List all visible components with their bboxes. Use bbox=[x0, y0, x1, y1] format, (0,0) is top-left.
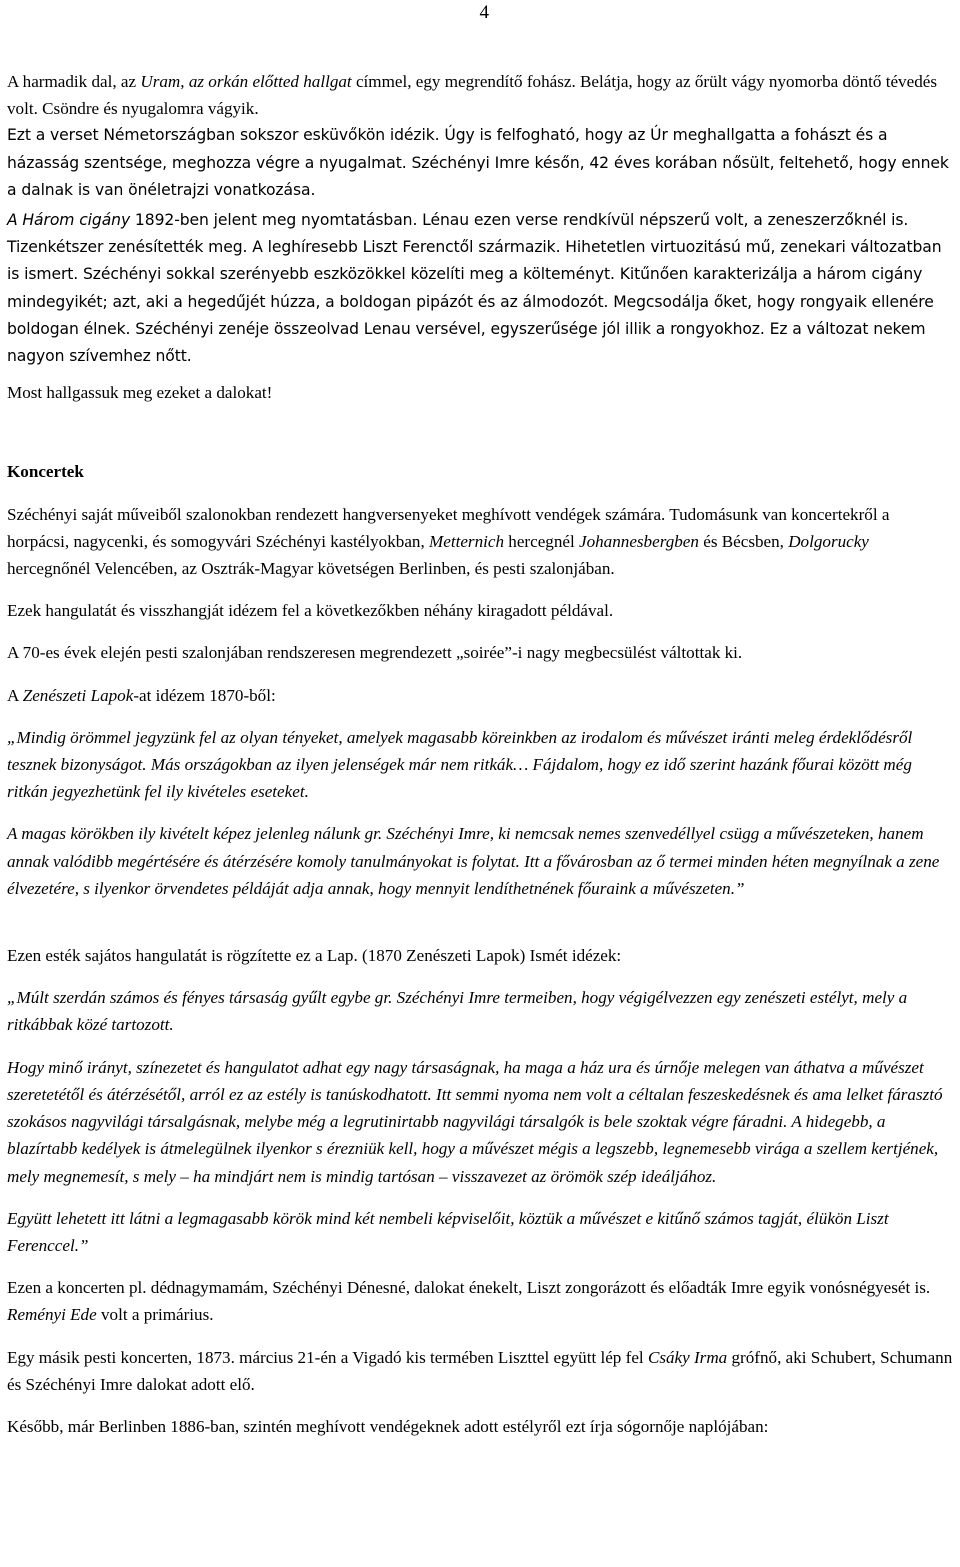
text: A harmadik dal, az bbox=[7, 72, 141, 91]
text: -at idézem 1870-ből: bbox=[133, 685, 276, 705]
name-dolgorucky: Dolgorucky bbox=[788, 531, 869, 551]
text: címmel, egy megrendítő fohász. Belátja, hogy az őrült vágy nyomorba döntő tévedés volt. Csöndre és nyugalomra vágyik. bbox=[7, 72, 937, 119]
text: 1892-ben jelent meg nyomtatásban. Lénau ezen verse rendkívül népszerű volt, a zeneszerzőknél is. Tizenkétszer zenésítették meg. A leghíresebb Liszt Ferenctől származik. Hihetetlen virtuozitású mű, zenekari változatban is ismert. Széchényi sokkal szerényebb eszközökkel közelíti meg a költeményt. Kitűnően karakterizálja a három cigány mindegyikét; azt, aki a hegedűjét húzza, a boldogan pipázót és az álmodozót. Megcsodálja őket, hogy rongyaik ellenére boldogan élnek. Széchényi zenéje összeolvad Lenau versével, egyszerűsége jól illik a rongyokhoz. Ez a változat nekem nagyon szívemhez nőtt. bbox=[7, 211, 942, 366]
journal-title: Zenészeti Lapok bbox=[22, 685, 134, 705]
paragraph-zeneszeti-lapok bbox=[7, 682, 955, 709]
paragraph-concerts bbox=[7, 501, 955, 583]
place-johannesberg: Johannesbergben bbox=[579, 531, 699, 551]
quote-paragraph: Együtt lehetett itt látni a legmagasabb körök mind két nembeli képviselőit, köztük a művészet e kitűnő számos tagját, élükön Liszt Ferenccel.” bbox=[7, 1208, 889, 1255]
text: grófnő, aki Schubert, Schumann és Széchényi Imre dalokat adott elő. bbox=[7, 1347, 953, 1394]
name-remenyi: Reményi Ede bbox=[7, 1305, 97, 1325]
paragraph-examples: Ezek hangulatát és visszhangját idézem fel a következőkben néhány kiragadott példával. bbox=[7, 601, 614, 621]
paragraph-third-song bbox=[7, 68, 955, 122]
text: és Bécsben, bbox=[698, 531, 789, 551]
text: Széchényi saját műveiből szalonokban rendezett hangversenyeket meghívott vendégek számára. Tudomásunk van koncertekről a horpácsi, nagycenki, és somogyvári Széchényi kastélyokban, bbox=[7, 504, 890, 551]
quote-block-1 bbox=[7, 724, 955, 902]
paragraph-wedding: Ezt a verset Németországban sokszor esküvőkön idézik. Úgy is felfogható, hogy az Úr meghallgatta a fohászt és a házasság szentsége, meghozza végre a nyugalmat. Széchényi Imre későn, 42 éves korában nősült, feltehető, hogy ennek a dalnak is van önéletrajzi vonatkozása. bbox=[7, 126, 949, 199]
document-body bbox=[7, 68, 955, 1455]
song-title: Uram, az orkán előtted hallgat bbox=[140, 72, 352, 91]
work-title: A Három cigány bbox=[7, 211, 131, 230]
text: volt a primárius. bbox=[96, 1305, 214, 1325]
text: hercegnőnél Velencében, az Osztrák-Magyar követségen Berlinben, és pesti szalonjában. bbox=[7, 559, 615, 579]
paragraph-three-gypsies bbox=[7, 207, 955, 370]
text: A bbox=[7, 685, 23, 705]
page-number: 4 bbox=[479, 2, 489, 23]
quote-paragraph: „Mindig örömmel jegyzünk fel az olyan tényeket, amelyek magasabb köreinkben az irodalom és művészet iránti meleg érdeklődésről tesznek bizonyságot. Más országokban az ilyen jelenségek már nem ritkák… Fájdalom, hogy ez idő szerint hazánk főurai között még ritkán jegyezhetünk fel ily kivételes eseteket. bbox=[7, 727, 913, 802]
quote-paragraph: Hogy minő irányt, színezetet és hangulatot adhat egy nagy társaságnak, ha maga a ház ura és úrnője melegen van áthatva a művészet szeretetétől és átérzésétől, arról ez az estély is tanúskodhatott. Itt semmi nyoma nem volt a céltalan feszeskedésnek és ama lelket fárasztó szokásos nagyvilági társalgásnak, melybe még a legrutinirtabb nagyvilági társalgók is bele szoktak végre fáradni. A hidegebb, a blazírtabb kedélyek is átmelegülnek ilyenkor s érezniük kell, hogy a művészet mégis a legszebb, legnemesebb virága a szellem kertjének, mely megnemesít, s mely – ha mindjárt nem is mindig tartósan – visszavezet az örömök szép ideáljához. bbox=[7, 1057, 943, 1186]
quote-paragraph: „Múlt szerdán számos és fényes társaság gyűlt egybe gr. Széchényi Imre termeiben, hogy végigélvezzen egy zenészeti estélyt, mely a ritkábbak közé tartozott. bbox=[7, 988, 908, 1035]
text: hercegnél bbox=[504, 531, 579, 551]
paragraph-listen: Most hallgassuk meg ezeket a dalokat! bbox=[7, 383, 273, 403]
section-heading: Koncertek bbox=[7, 462, 84, 482]
paragraph-soiree: A 70-es évek elején pesti szalonjában rendszeresen megrendezett „soirée”-i nagy megbecsülést váltottak ki. bbox=[7, 643, 743, 663]
paragraph-concert-details bbox=[7, 1274, 955, 1328]
paragraph-berlin: Később, már Berlinben 1886-ban, szintén meghívott vendégeknek adott estélyről ezt írja sógornője naplójában: bbox=[7, 1416, 769, 1436]
paragraph-vigado bbox=[7, 1344, 955, 1398]
quote-block-2 bbox=[7, 984, 955, 1259]
text: Ezen a koncerten pl. dédnagymamám, Széchényi Dénesné, dalokat énekelt, Liszt zongorázott és előadták Imre egyik vonósnégyesét is. bbox=[7, 1278, 931, 1298]
quote-paragraph: A magas körökben ily kivételt képez jelenleg nálunk gr. Széchényi Imre, ki nemcsak nemes szenvedéllyel csügg a művészeteken, hanem annak valódibb megértésére és átérzésére komoly tanulmányokat is folytat. Itt a fővárosban az ő termei minden héten megnyílnak a zene élvezetére, s ilyenkor örvendetes példáját adja annak, hogy mennyit lendíthetnének főuraink a művészeten.” bbox=[7, 824, 940, 898]
text: Egy másik pesti koncerten, 1873. március 21-én a Vigadó kis termében Liszttel együtt lép fel bbox=[7, 1347, 648, 1367]
paragraph-evenings: Ezen esték sajátos hangulatát is rögzítette ez a Lap. (1870 Zenészeti Lapok) Ismét idézek: bbox=[7, 946, 622, 966]
name-csaky: Csáky Irma bbox=[647, 1347, 728, 1367]
name-metternich: Metternich bbox=[429, 531, 505, 551]
